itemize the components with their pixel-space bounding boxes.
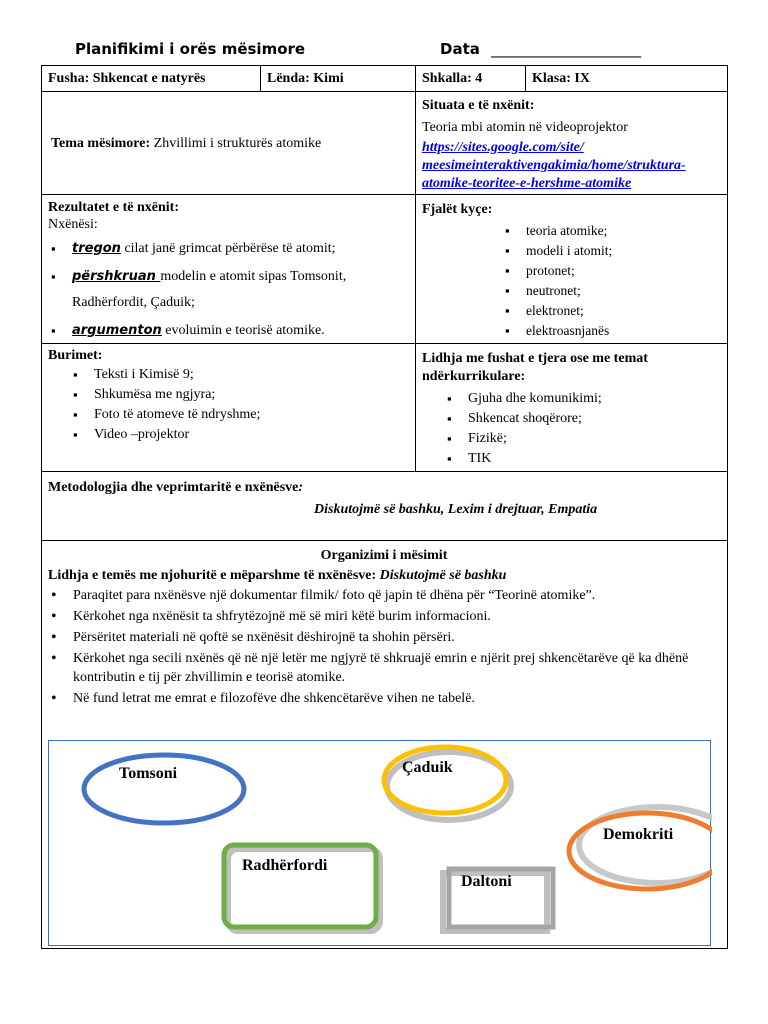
date-label-text: Data	[440, 40, 480, 58]
caduik-label: Çaduik	[402, 759, 453, 776]
burimet-cell	[42, 344, 414, 447]
metodologjia-value: Diskutojmë së bashku, Lexim i drejtuar, Empatia	[314, 502, 598, 517]
demokriti-label: Demokriti	[603, 826, 674, 843]
keyword-item: ▪ teoria atomike;	[502, 221, 720, 241]
organizimi-title: Organizimi i mësimit	[320, 548, 448, 563]
klasa-cell: Klasa: IX	[532, 71, 590, 86]
burim-item: ▪ Foto të atomeve të ndryshme;	[70, 405, 408, 425]
activity-item: • Në fund letrat me emrat e filozofëve dhe shkencëtarëve vihen ne tabelë.	[48, 689, 704, 708]
activity-item: • Paraqitet para nxënësve një dokumentar filmik/ foto që japin të dhëna për “Teorinë atomike”.	[48, 586, 704, 605]
activity-item: • Kërkohet nga nxënësit ta shfrytëzojnë më së miri këtë burim informacioni.	[48, 607, 704, 626]
situata-label: Situata e të nxënit:	[422, 98, 535, 113]
lidhja-label-1: Lidhja me fushat e tjera ose me temat	[422, 351, 648, 366]
keyword-item: ▪ protonet;	[502, 261, 720, 281]
lidhja-fushat-cell	[416, 348, 726, 471]
radherfordi-label: Radhërfordi	[242, 857, 328, 874]
page-title: Planifikimi i orës mësimore	[75, 40, 306, 58]
lidhja-item: ▪ Shkencat shoqërore;	[444, 409, 720, 429]
burimet-label: Burimet:	[48, 348, 103, 363]
burim-item: ▪ Shkumësa me ngjyra;	[70, 385, 408, 405]
burim-item: ▪ Video –projektor	[70, 425, 408, 445]
metodologjia-label: Metodologjia dhe veprimtaritë e nxënësve	[48, 480, 299, 495]
lidhja-item: ▪ TIK	[444, 449, 720, 469]
keyword-item: ▪ elektronet;	[502, 301, 720, 321]
keyword-item: ▪ modeli i atomit;	[502, 241, 720, 261]
tema-label: Tema mësimore:	[51, 136, 151, 151]
lidhja-item: ▪ Gjuha dhe komunikimi;	[444, 389, 720, 409]
shkalla-cell: Shkalla: 4	[422, 71, 483, 86]
lidhja-label-2: ndërkurrikulare:	[422, 369, 526, 384]
tomsoni-label: Tomsoni	[119, 765, 178, 782]
situata-link-line-3[interactable]: atomike-teoritee-e-hershme-atomike	[422, 176, 632, 191]
scientists-diagram	[48, 740, 711, 946]
keyword-item: ▪ elektroasnjanës	[502, 321, 720, 341]
keyword-item: ▪ neutronet;	[502, 281, 720, 301]
fusha-cell: Fusha: Shkencat e natyrës	[48, 71, 206, 86]
caduik-ellipse	[384, 747, 506, 813]
fjalet-label: Fjalët kyçe:	[422, 202, 493, 217]
situata-link-line-2[interactable]: meesimeinteraktivengakimia/home/struktura-	[422, 158, 686, 173]
activity-item: • Përsëritet materiali në qoftë se nxënësit dëshirojnë ta shohin përsëri.	[48, 628, 704, 647]
rezultatet-label: Rezultatet e të nxënit:	[48, 200, 180, 215]
tema-value: Zhvillimi i strukturës atomike	[153, 136, 322, 151]
lidhja-njohurite: Lidhja e temës me njohuritë e mëparshme të nxënësve: Diskutojmë së bashku	[48, 568, 507, 583]
date-blank: ____________________	[491, 40, 642, 58]
tema-cell	[45, 132, 327, 155]
daltoni-label: Daltoni	[461, 873, 512, 890]
situata-text: Teoria mbi atomin në videoprojektor	[422, 120, 628, 135]
rezultatet-cell	[42, 196, 414, 346]
lenda-cell: Lënda: Kimi	[267, 71, 344, 86]
organizimi-cell	[42, 544, 726, 710]
situata-cell	[416, 94, 726, 195]
burim-item: ▪ Teksti i Kimisë 9;	[70, 365, 408, 385]
activity-item: • Kërkohet nga secili nxënës që në një letër me ngjyrë të shkruajë emrin e njërit prej shkencëtarëve që ka dhënë kontributin e tij për zhvillimin e teorisë atomike.	[48, 649, 704, 687]
rezultat-item: ▪ tregon cilat janë grimcat përbërëse të atomit;	[48, 236, 408, 262]
rezultat-item: ▪ përshkruan modelin e atomit sipas Tomsonit, Radhërfordit, Çaduik;	[48, 264, 408, 316]
nxenesi-label: Nxënësi:	[48, 217, 98, 232]
lidhja-item: ▪ Fizikë;	[444, 429, 720, 449]
rezultat-item: ▪ argumenton evoluimin e teorisë atomike.	[48, 318, 408, 344]
fjalet-cell	[416, 198, 726, 343]
situata-link-line-1[interactable]: https://sites.google.com/site/	[422, 140, 584, 155]
date-label	[440, 40, 641, 58]
metodologjia-cell: Metodologjia dhe veprimtaritë e nxënësve: Diskutojmë së bashku, Lexim i drejtuar, Empatia	[42, 476, 726, 521]
